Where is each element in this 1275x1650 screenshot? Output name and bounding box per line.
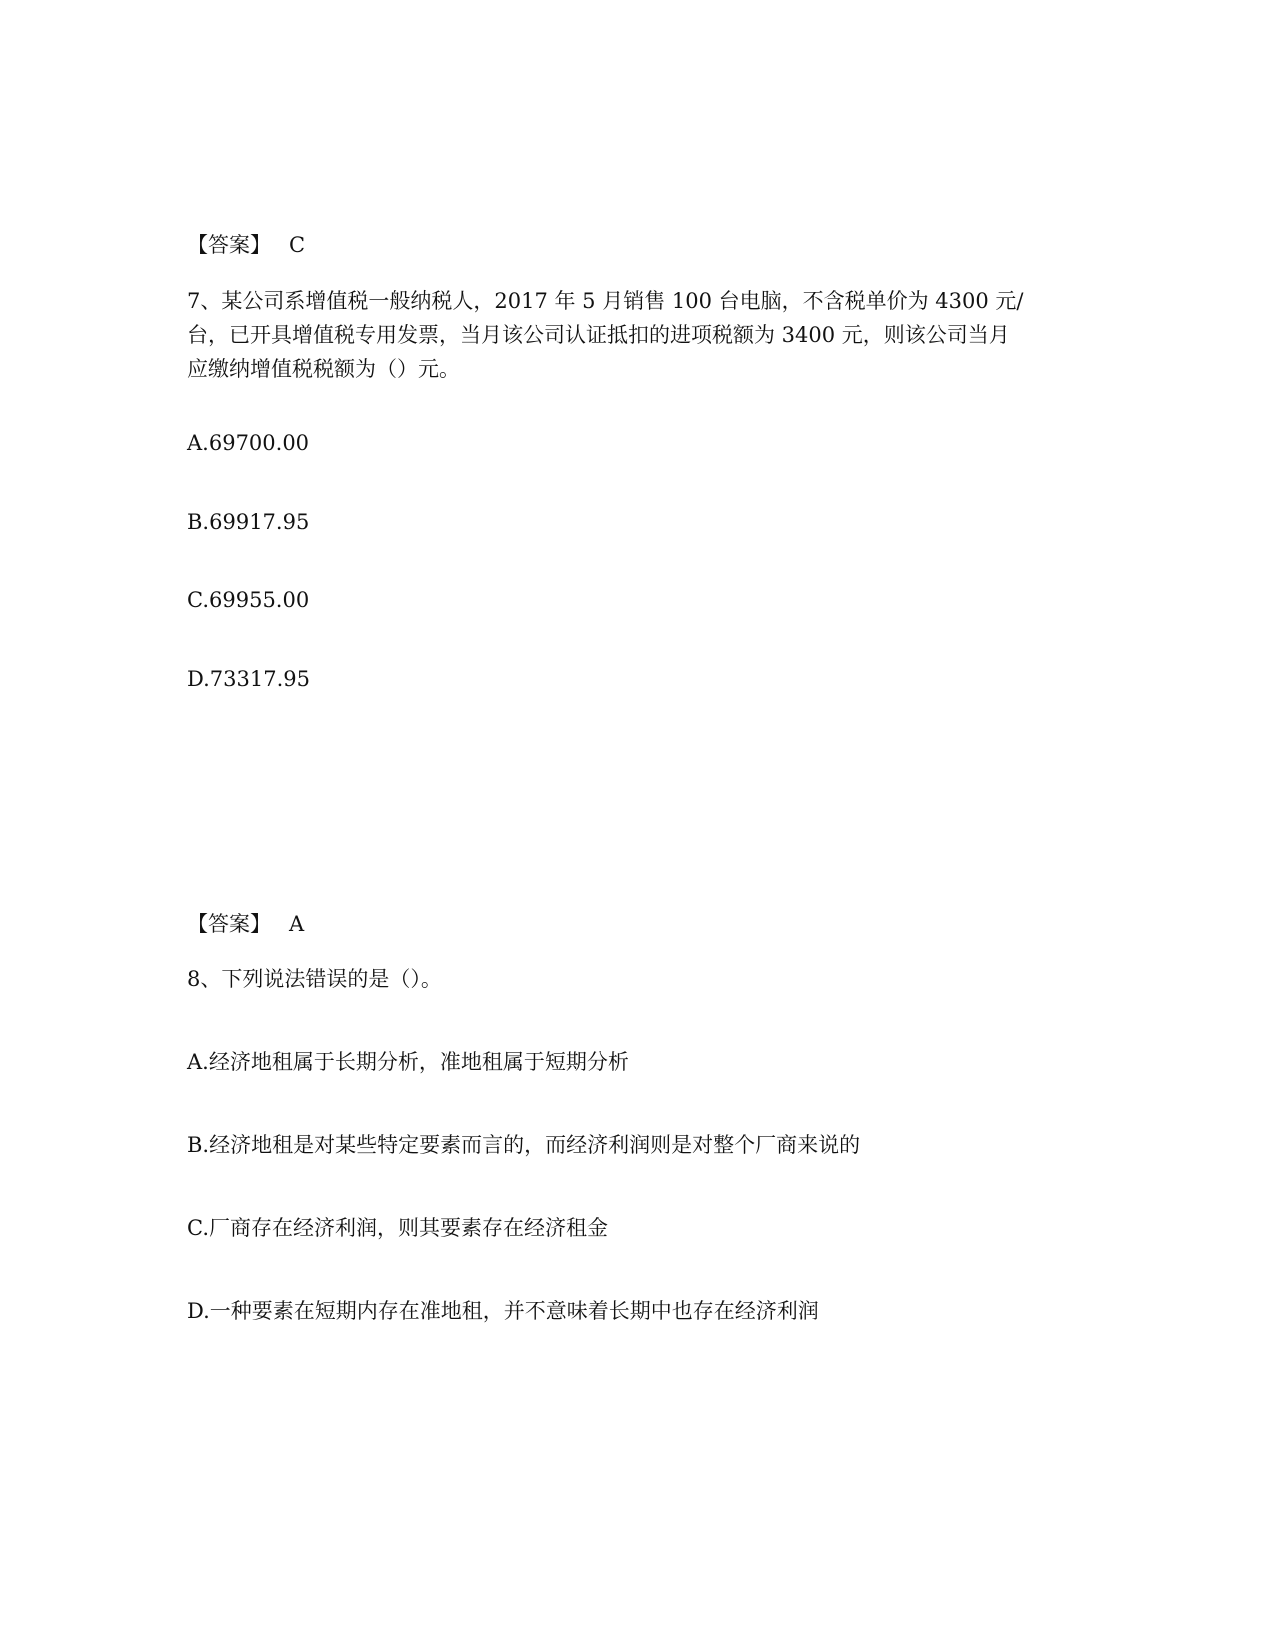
question-7-option-b: B.69917.95 — [187, 510, 310, 534]
question-7-stem-line-3: 应缴纳增值税税额为（）元。 — [187, 357, 460, 381]
answer-line-q7 — [187, 907, 304, 941]
answer-prefix: 【答案】 — [187, 912, 271, 936]
question-8-option-a: A.经济地租属于长期分析，准地租属于短期分析 — [187, 1050, 629, 1074]
question-7-stem-line-2: 台，已开具增值税专用发票，当月该公司认证抵扣的进项税额为 3400 元，则该公司当月 — [187, 323, 1010, 347]
question-8-option-b: B.经济地租是对某些特定要素而言的，而经济利润则是对整个厂商来说的 — [187, 1133, 861, 1157]
question-7-stem-line-1: 7、某公司系增值税一般纳税人，2017 年 5 月销售 100 台电脑，不含税单价为 4300 元/ — [187, 289, 1024, 313]
question-8-option-d: D.一种要素在短期内存在准地租，并不意味着长期中也存在经济利润 — [187, 1299, 819, 1323]
question-8-option-c: C.厂商存在经济利润，则其要素存在经济租金 — [187, 1216, 608, 1240]
answer-prefix: 【答案】 — [187, 233, 271, 257]
question-7-option-d: D.73317.95 — [187, 667, 310, 691]
question-8-stem: 8、下列说法错误的是（）。 — [187, 967, 442, 991]
answer-line-q6 — [187, 228, 305, 262]
question-7-option-c: C.69955.00 — [187, 588, 310, 612]
question-7-stem — [187, 284, 1067, 386]
question-7-option-a: A.69700.00 — [187, 431, 310, 455]
answer-value: C — [289, 233, 306, 257]
answer-value: A — [289, 912, 305, 936]
